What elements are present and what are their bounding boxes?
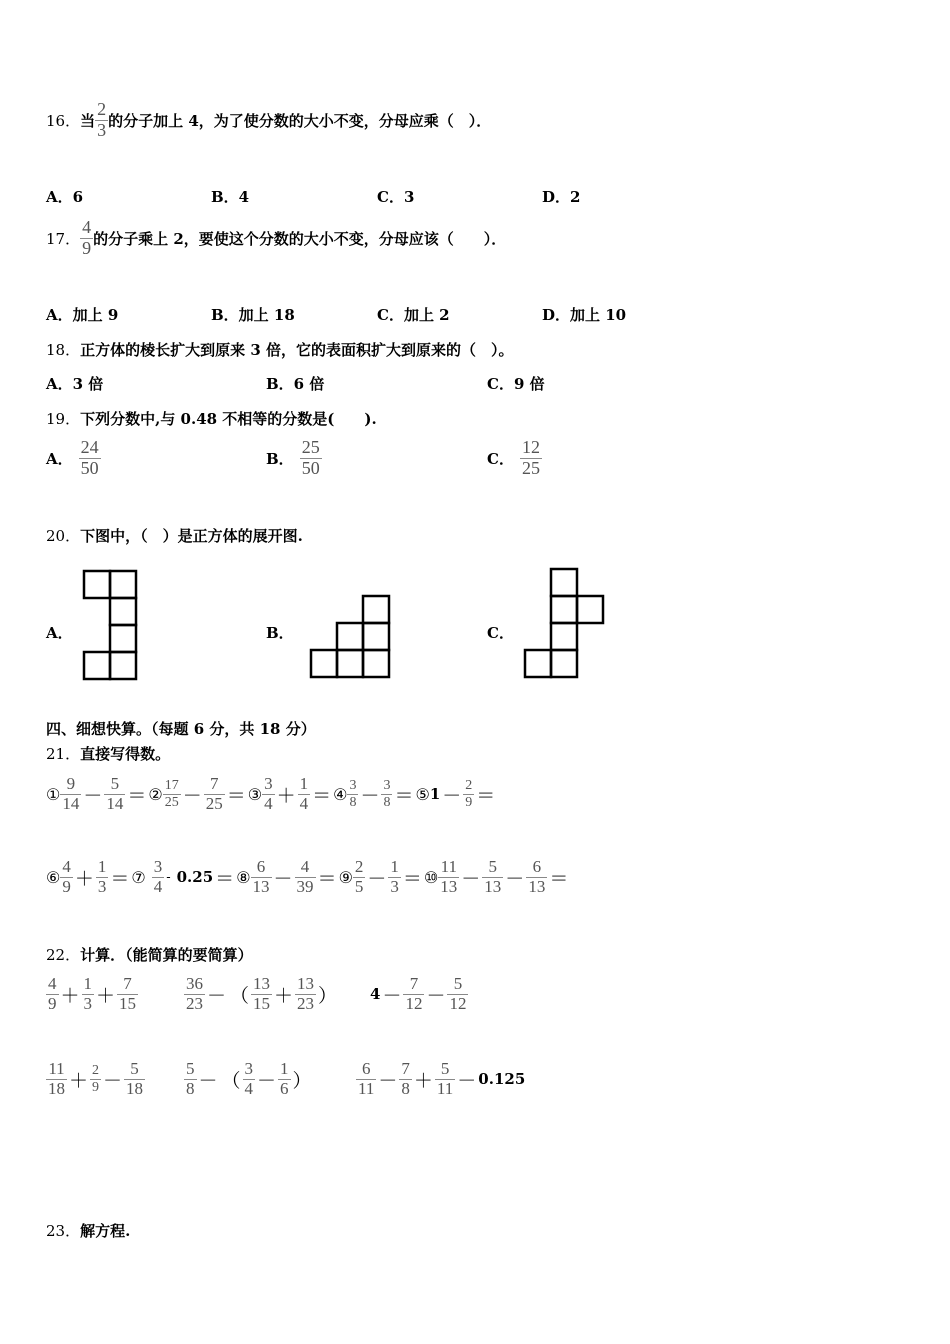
- fraction: $\frac{3}{4}$: [244, 1059, 254, 1098]
- fraction: $\frac{1}{4}$: [299, 774, 309, 813]
- fraction: $\frac{6}{13}$: [252, 857, 270, 896]
- minus-sign: －: [182, 784, 202, 807]
- minus-sign: －: [457, 1069, 477, 1092]
- item-marker: ⑧: [236, 867, 251, 887]
- net-square: [110, 652, 136, 679]
- fraction: $\frac{4}{9}$: [62, 857, 71, 896]
- fraction: $\frac{5}{8}$: [186, 1059, 195, 1098]
- net-square: [363, 623, 389, 650]
- equals-sign: ＝: [312, 784, 332, 807]
- question-text: 的分子乘上 2，要使这个分数的大小不变，分母应该（ ）．: [93, 229, 507, 248]
- option-b[interactable]: B．加上 18: [211, 306, 295, 324]
- option-b[interactable]: B．: [266, 624, 294, 642]
- net-square: [311, 650, 337, 677]
- calc-expression-6: [356, 1060, 525, 1098]
- net-square: [84, 652, 110, 679]
- question-19: [46, 408, 377, 429]
- fraction: $\frac{12}{25}$: [521, 437, 540, 478]
- question-20: [46, 525, 303, 546]
- fraction: $\frac{36}{23}$: [186, 974, 203, 1013]
- option-d[interactable]: D．加上 10: [542, 306, 627, 324]
- minus-sign: －: [273, 867, 293, 890]
- option-a[interactable]: A．6: [46, 188, 84, 206]
- question-number: 23．: [46, 1222, 81, 1240]
- fraction: $\frac{3}{4}$: [264, 774, 273, 813]
- decimal-value: 0.25: [176, 868, 214, 887]
- net-square: [110, 571, 136, 598]
- open-paren: （: [230, 984, 250, 1007]
- question-16: [46, 100, 491, 141]
- plus-sign: ＋: [74, 867, 94, 890]
- item-marker: ②: [148, 784, 163, 804]
- fraction: $\frac{4}{9}$: [48, 974, 57, 1013]
- equals-sign: ＝: [394, 784, 414, 807]
- item-marker: ⑩: [423, 867, 439, 887]
- calc-expression-4: [46, 1060, 145, 1098]
- equals-sign: ＝: [127, 784, 147, 807]
- calc-expression-3: [370, 975, 468, 1013]
- question-text-pre: 当: [80, 111, 96, 130]
- option-d[interactable]: D．2: [542, 188, 581, 206]
- question-number: 16．: [46, 111, 81, 130]
- question-text: 直接写得数。: [80, 745, 171, 763]
- net-square: [84, 571, 110, 598]
- fraction: $\frac{17}{25}$: [164, 778, 179, 810]
- minus-sign: －: [103, 1069, 123, 1092]
- minus-sign: －: [207, 984, 227, 1007]
- minus-sign: －: [360, 784, 380, 807]
- minus-sign: －: [382, 984, 402, 1007]
- option-b[interactable]: B．4: [211, 188, 250, 206]
- option-c[interactable]: C．9 倍: [487, 375, 545, 393]
- fraction: $\frac{13}{15}$: [253, 974, 271, 1013]
- question-22: [46, 944, 253, 965]
- minus-sign: －: [198, 1069, 218, 1092]
- item-marker: ⑥: [46, 867, 61, 887]
- question-text: 下列分数中,与 0.48 不相等的分数是( ).: [80, 410, 377, 428]
- question-number: 17．: [46, 229, 81, 248]
- option-a[interactable]: [46, 438, 101, 479]
- fraction: $\frac{7}{15}$: [119, 974, 137, 1013]
- net-square: [363, 650, 389, 677]
- close-paren: ）: [292, 1069, 312, 1092]
- equals-sign: ＝: [215, 867, 235, 890]
- option-c[interactable]: [487, 438, 542, 479]
- decimal-value: 0.125: [478, 1070, 526, 1089]
- item-marker: ⑨: [338, 867, 353, 887]
- question-number: 18．: [46, 341, 81, 359]
- question-23: [46, 1220, 130, 1241]
- net-square: [551, 650, 577, 677]
- item-marker: ⑦: [131, 867, 146, 887]
- option-a[interactable]: A．加上 9: [46, 306, 119, 324]
- fraction: $\frac{5}{13}$: [484, 857, 502, 896]
- integer-value: 4: [370, 985, 381, 1004]
- net-square: [551, 596, 577, 623]
- fraction: $\frac{5}{12}$: [449, 974, 467, 1013]
- net-square: [337, 650, 363, 677]
- fraction: $\frac{4}{9}$: [82, 217, 92, 258]
- option-b[interactable]: B．6 倍: [266, 375, 325, 393]
- question-text: 下图中，（ ）是正方体的展开图.: [80, 527, 303, 545]
- minus-sign: －: [367, 867, 387, 890]
- fraction: $\frac{13}{23}$: [297, 974, 315, 1013]
- option-c[interactable]: C．加上 2: [377, 306, 450, 324]
- option-label: C．: [487, 449, 514, 468]
- fraction: $\frac{1}{3}$: [83, 974, 93, 1013]
- question-21: [46, 743, 170, 764]
- option-c[interactable]: C．: [487, 624, 514, 642]
- cube-net-a-figure: [80, 568, 140, 683]
- option-a[interactable]: A．3 倍: [46, 375, 104, 393]
- item-marker: ③: [247, 784, 263, 804]
- calc-expression-1: [46, 975, 138, 1013]
- fraction: $\frac{11}{13}$: [440, 857, 458, 896]
- fraction: $\frac{2}{3}$: [97, 99, 107, 140]
- question-text: 的分子加上 4，为了使分数的大小不变，分母应乘（ ）．: [108, 111, 492, 130]
- fraction: $\frac{11}{18}$: [48, 1059, 65, 1098]
- open-paren: （: [221, 1069, 241, 1092]
- calc-expression-5: [184, 1060, 314, 1098]
- option-label: B．: [266, 449, 294, 468]
- fraction: $\frac{7}{8}$: [401, 1059, 410, 1098]
- net-square: [363, 596, 389, 623]
- item-marker: ④: [333, 784, 348, 804]
- minus-sign: －: [442, 784, 462, 807]
- equals-sign: ＝: [476, 784, 496, 807]
- fraction: $\frac{4}{39}$: [296, 857, 314, 896]
- fraction: $\frac{5}{14}$: [106, 774, 124, 813]
- question-text: 解方程.: [80, 1222, 131, 1240]
- fraction: $\frac{2}{9}$: [92, 1063, 100, 1095]
- fraction: $\frac{7}{12}$: [405, 974, 423, 1013]
- fraction: $\frac{1}{3}$: [97, 857, 107, 896]
- question-18: [46, 339, 513, 360]
- net-square: [577, 596, 603, 623]
- minus-sign: －: [378, 1069, 398, 1092]
- equals-sign: ＝: [402, 867, 422, 890]
- fraction: $\frac{5}{11}$: [436, 1059, 454, 1098]
- question-number: 22．: [46, 946, 81, 964]
- plus-sign: ＋: [274, 984, 294, 1007]
- fraction: $\frac{6}{13}$: [528, 857, 546, 896]
- plus-sign: ＋: [413, 1069, 433, 1092]
- option-label: A．: [46, 449, 73, 468]
- plus-sign: ＋: [69, 1069, 89, 1092]
- plus-sign: ＋: [276, 784, 296, 807]
- question-17: [46, 218, 506, 259]
- integer-value: 1: [429, 785, 441, 804]
- minus-sign: －: [505, 867, 525, 890]
- fraction: $\frac{1}{3}$: [390, 857, 399, 896]
- net-square: [337, 623, 363, 650]
- mental-math-row-1: [46, 775, 497, 813]
- fraction: $\frac{5}{18}$: [126, 1059, 144, 1098]
- equals-sign: ＝: [549, 867, 569, 890]
- equals-sign: ＝: [317, 867, 337, 890]
- question-number: 20．: [46, 527, 81, 545]
- net-square: [551, 623, 577, 650]
- minus-sign: －: [426, 984, 446, 1007]
- net-square: [551, 569, 577, 596]
- option-c[interactable]: C．3: [377, 188, 415, 206]
- net-square: [110, 625, 136, 652]
- fraction: $\frac{3}{8}$: [383, 778, 391, 810]
- net-square: [525, 650, 551, 677]
- minus-sign: -: [166, 869, 171, 885]
- fraction: $\frac{25}{50}$: [301, 437, 320, 478]
- plus-sign: ＋: [60, 984, 80, 1007]
- fraction: $\frac{2}{9}$: [465, 778, 473, 810]
- minus-sign: －: [257, 1069, 277, 1092]
- fraction: $\frac{2}{5}$: [354, 857, 364, 896]
- option-b[interactable]: [266, 438, 322, 479]
- minus-sign: －: [83, 784, 103, 807]
- fraction: $\frac{7}{25}$: [205, 774, 223, 813]
- mental-math-row-2: [46, 858, 570, 896]
- fraction: $\frac{24}{50}$: [80, 437, 99, 478]
- fraction: $\frac{1}{6}$: [280, 1059, 289, 1098]
- item-marker: ①: [46, 784, 61, 804]
- option-a[interactable]: A．: [46, 624, 73, 642]
- equals-sign: ＝: [110, 867, 130, 890]
- fraction: $\frac{9}{14}$: [62, 774, 80, 813]
- fraction: $\frac{3}{4}$: [153, 857, 163, 896]
- equals-sign: ＝: [226, 784, 246, 807]
- close-paren: ）: [318, 984, 338, 1007]
- cube-net-c-figure: [521, 566, 607, 681]
- calc-expression-2: [184, 975, 339, 1013]
- net-square: [110, 598, 136, 625]
- section-heading: 四、细想快算。（每题 6 分，共 18 分）: [46, 720, 316, 738]
- item-marker: ⑤: [415, 784, 430, 804]
- plus-sign: ＋: [96, 984, 116, 1007]
- question-number: 19．: [46, 410, 81, 428]
- question-text: 正方体的棱长扩大到原来 3 倍，它的表面积扩大到原来的（ ）。: [80, 341, 514, 359]
- minus-sign: －: [461, 867, 481, 890]
- question-text: 计算．（能简算的要简算）: [80, 946, 253, 964]
- fraction: $\frac{6}{11}$: [358, 1059, 375, 1098]
- question-number: 21．: [46, 745, 81, 763]
- cube-net-b-figure: [307, 593, 393, 681]
- fraction: $\frac{3}{8}$: [349, 778, 357, 810]
